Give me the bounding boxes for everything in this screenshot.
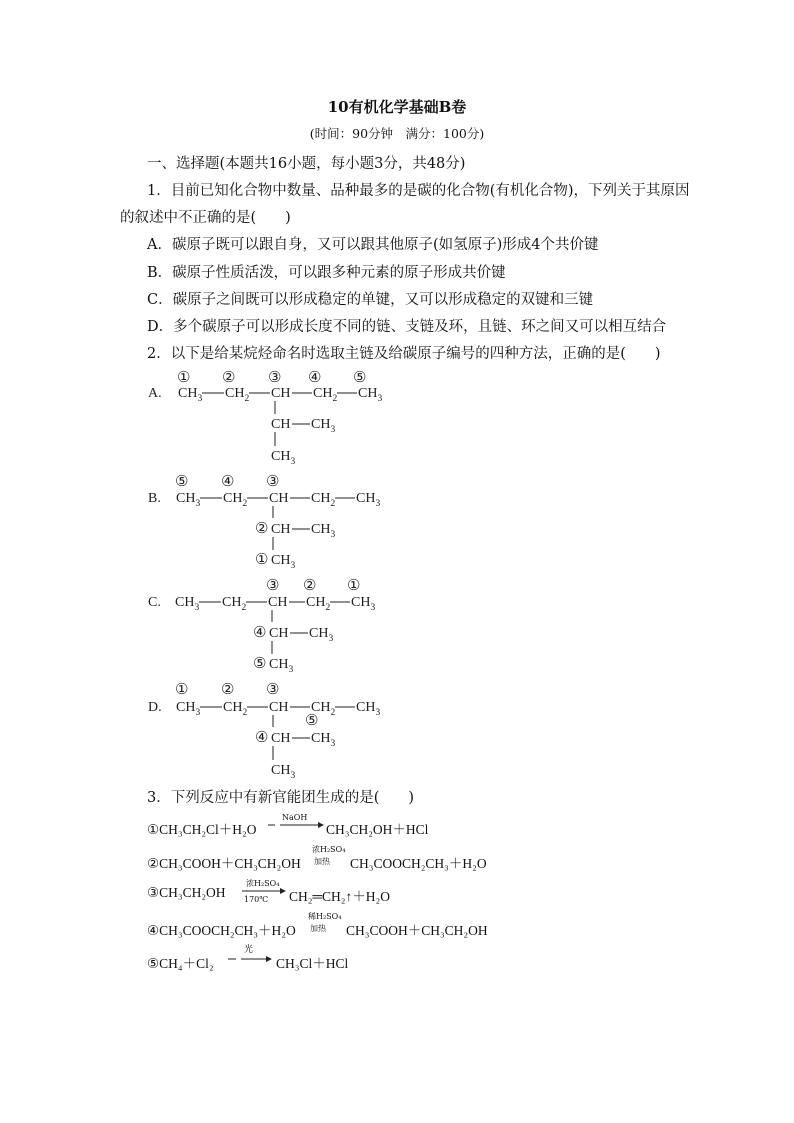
group-ch2: $CH_2$: [311, 491, 336, 509]
group-ch3: $CH_3$: [271, 763, 296, 781]
q3-stem: 3．下列反应中有新官能团生成的是( ): [147, 790, 415, 806]
carbon-number: ③: [266, 682, 280, 698]
reaction-arrow-icon: [268, 820, 324, 830]
group-ch2: $CH_2$: [306, 595, 331, 613]
q3-reaction-1-condition: NaOH: [282, 813, 308, 822]
document-subtitle: (时间：90分钟 满分：100分): [309, 126, 485, 141]
q3-reaction-2-condition-top: 浓H₂SO₄: [312, 845, 346, 854]
q2-stem: 2．以下是给某烷烃命名时选取主链及给碳原子编号的四种方法，正确的是( ): [147, 346, 661, 362]
group-ch3: $CH_3$: [311, 417, 336, 435]
carbon-number: ①: [255, 552, 269, 568]
option-letter-c: C.: [148, 595, 161, 610]
group-ch3: $CH_3$: [351, 595, 376, 613]
group-ch2: $CH_2$: [223, 700, 248, 718]
group-ch2: $CH_2$: [225, 386, 250, 404]
carbon-number: ③: [266, 578, 280, 594]
carbon-number: ①: [177, 370, 191, 386]
carbon-number: ⑤: [353, 370, 367, 386]
q3-reaction-5-left: ⑤CH₄＋Cl₂: [147, 956, 214, 971]
q3-reaction-2-right: CH₃COOCH₂CH₃＋H₂O: [350, 856, 487, 871]
group-ch: CH: [268, 595, 288, 610]
carbon-number: ④: [308, 370, 322, 386]
q2-option-c-structure: [148, 578, 375, 675]
group-ch: CH: [271, 522, 291, 537]
q3-reaction-4-condition-bottom: 加热: [310, 924, 326, 933]
reaction-arrow-icon: [242, 887, 286, 895]
option-letter-b: B.: [148, 491, 161, 506]
q1-option-b: B．碳原子性质活泼，可以跟多种元素的原子形成共价键: [147, 265, 506, 281]
q2-option-b-structure: [148, 474, 380, 571]
section-heading: 一、选择题(本题共16小题，每小题3分，共48分): [147, 156, 466, 172]
document-title: 10有机化学基础B卷: [327, 98, 467, 116]
q3-reaction-3-condition-top: 浓H₂SO₄: [246, 879, 280, 888]
q1-option-c: C．碳原子之间既可以形成稳定的单键，又可以形成稳定的双键和三键: [147, 292, 594, 308]
group-ch: CH: [271, 731, 291, 746]
carbon-number: ④: [255, 730, 269, 746]
group-ch2: $CH_2$: [223, 491, 248, 509]
carbon-number: ①: [347, 578, 361, 594]
carbon-number: ⑤: [253, 656, 267, 672]
q3-reaction-3-condition-bottom: 170℃: [244, 895, 269, 904]
q3-reaction-1-right: CH₃CH₂OH＋HCl: [326, 822, 429, 837]
carbon-number: ④: [221, 474, 235, 490]
carbon-number: ②: [221, 682, 235, 698]
group-ch: CH: [269, 491, 289, 506]
q3-reaction-3-left: ③CH₃CH₂OH: [147, 885, 226, 900]
group-ch3: $CH_3$: [176, 491, 201, 509]
carbon-number: ①: [175, 682, 189, 698]
group-ch2: $CH_2$: [313, 386, 338, 404]
q3-reaction-4-condition-top: 稀H₂SO₄: [308, 912, 342, 921]
q1-stem-line1: 1．目前已知化合物中数量、品种最多的是碳的化合物(有机化合物)，下列关于其原因: [147, 183, 690, 199]
carbon-number: ⑤: [175, 474, 189, 490]
q2-option-d-structure: [148, 682, 380, 781]
group-ch3: $CH_3$: [356, 491, 381, 509]
group-ch3: $CH_3$: [356, 700, 381, 718]
q3-reaction-2-condition-bottom: 加热: [314, 857, 330, 866]
group-ch3: $CH_3$: [175, 595, 200, 613]
q3-reaction-2-left: ②CH₃COOH＋CH₃CH₂OH: [147, 856, 301, 871]
q1-option-a: A．碳原子既可以跟自身，又可以跟其他原子(如氢原子)形成4个共价键: [147, 237, 599, 253]
group-ch3: $CH_3$: [178, 386, 203, 404]
carbon-number: ③: [266, 474, 280, 490]
group-ch3: $CH_3$: [271, 449, 296, 467]
group-ch3: $CH_3$: [269, 657, 294, 675]
group-ch: CH: [271, 386, 291, 401]
group-ch3: $CH_3$: [309, 626, 334, 644]
group-ch: CH: [271, 417, 291, 432]
q3-reaction-5-right: CH₃Cl＋HCl: [276, 956, 349, 971]
group-ch3: $CH_3$: [311, 731, 336, 749]
q3-reaction-1-left: ①CH₃CH₂Cl＋H₂O: [147, 822, 257, 837]
reaction-arrow-icon: [228, 954, 272, 964]
carbon-number: ②: [303, 578, 317, 594]
carbon-number: ⑤: [305, 713, 319, 729]
group-ch3: $CH_3$: [176, 700, 201, 718]
carbon-number: ②: [255, 521, 269, 537]
group-ch3: $CH_3$: [358, 386, 383, 404]
q3-reaction-4-right: CH₃COOH＋CH₃CH₂OH: [346, 923, 488, 938]
group-ch2: $CH_2$: [311, 700, 336, 718]
q3-reaction-4-left: ④CH₃COOCH₂CH₃＋H₂O: [147, 923, 296, 938]
option-letter-a: A.: [148, 386, 162, 401]
q3-reaction-5-condition: 光: [244, 945, 254, 955]
q1-option-d: D．多个碳原子可以形成长度不同的链、支链及环，且链、环之间又可以相互结合: [147, 319, 667, 335]
carbon-number: ③: [268, 370, 282, 386]
q1-stem-line2: 的叙述中不正确的是( ): [120, 210, 291, 226]
q2-option-a-structure: [148, 370, 382, 467]
group-ch: CH: [269, 626, 289, 641]
carbon-number: ④: [253, 625, 267, 641]
q3-reaction-3-right: CH₂═CH₂↑＋H₂O: [289, 889, 390, 904]
group-ch3: $CH_3$: [271, 553, 296, 571]
option-letter-d: D.: [148, 700, 162, 715]
group-ch: CH: [269, 700, 289, 715]
group-ch2: $CH_2$: [222, 595, 247, 613]
group-ch3: $CH_3$: [311, 522, 336, 540]
carbon-number: ②: [222, 370, 236, 386]
